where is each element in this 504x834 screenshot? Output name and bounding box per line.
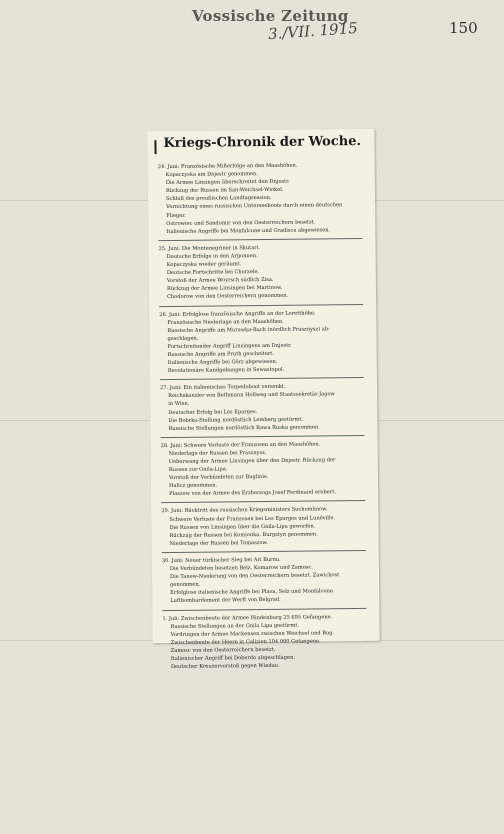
entry-line: Revolutionäre Kundgebungen in Sewastopol. (167, 366, 285, 375)
entry-line: Chodorow von den Oesterreichern genommen. (167, 293, 289, 301)
entry-line: Kopaczyska am Dnjestr genommen. (165, 171, 258, 179)
entry-line: Niederlage der Russen bei Prasznysz. (168, 449, 267, 457)
entry-line: Deutscher Erfolg bei Les Eparges. (168, 408, 258, 416)
entry-line: Die Verbündeten besetzen Belz, Komarow und Zamosc. (169, 564, 313, 573)
entry-line: in Wien. (168, 401, 190, 408)
entry-line: genommen. (170, 581, 201, 589)
title-marker (154, 140, 156, 154)
entry-line: geschlagen. (167, 335, 199, 342)
entry-divider (162, 607, 366, 610)
entry-line: Ueberwang der Armee Linsingen über den Dnjestr. Rückzug der (168, 457, 336, 465)
newspaper-masthead: Vossische Zeitung (192, 7, 349, 25)
chronicle-entry (158, 161, 371, 236)
entry-divider (161, 500, 365, 503)
newspaper-clipping (147, 129, 379, 671)
chronicle-entry (161, 505, 373, 548)
entry-line: Russische Stellungen nordöstlich Rawa Ruska genommen. (168, 424, 320, 432)
entry-line: Die Armee Linsingen überschreitet den Dnjestr. (165, 178, 290, 187)
entry-line: Rückzug der Russen bei Komionka. Burgstyn genommen. (169, 531, 318, 539)
entry-line: Deutsche Fortschritte bei Chorzele. (166, 269, 260, 277)
chronicle-entries (158, 161, 375, 675)
entry-line: Kopaczyska wieder geräumt. (166, 261, 242, 269)
handwritten-date: 3./VII. 1915 (267, 18, 359, 44)
entry-line: Russische Angriffe am Murawka-Bach (nördlich Prasznysz) ab- (167, 325, 330, 334)
entry-line: Luftbombardement der Werft von Belgrad. (170, 597, 281, 605)
entry-date-line: 26. Juni: Erfolglose französische Angriffe an der Loretthöhe. (159, 309, 316, 318)
entry-line: Russen zur Gnila-Lipa. (168, 466, 228, 474)
entry-date-line: 29. Juni: Rücktritt des russischen Kriegsministers Suchomlinow. (161, 506, 328, 515)
entry-line: Rückzug der Armee Linsingen bei Martinow. (166, 285, 283, 293)
entry-date-line: 28. Juni: Schwere Verluste der Franzosen an den Maashöhen. (160, 441, 321, 449)
entry-line: Zamosc von den Oesterreichern besetzt. (170, 646, 276, 654)
entry-divider (158, 238, 362, 241)
entry-date-line: 1. Juli: Zwischenbeute der Armee Hindenburg 25 695 Gefangene. (162, 613, 333, 622)
entry-line: Deutsche Erfolge in den Argonnen. (166, 252, 258, 260)
entry-line: Russische Stellungen an der Gnila Lipa gestürmt. (170, 622, 300, 630)
entry-divider (159, 303, 363, 306)
entry-date-line: 24. Juni: Französische Mißerfolge an den Maashöhen. (157, 162, 298, 171)
entry-line: Russische Angriffe am Pruth gescheitert. (167, 350, 274, 358)
entry-line: Fortschreitender Angriff Linsingens am Dnjestr. (167, 342, 292, 350)
entry-line: Die Tanew-Niederung von den Oesterreichern besetzt. Zawichost (169, 572, 340, 581)
entry-line: Vordringen der Armee Mackensen zwischen Weichsel und Bug. (170, 629, 335, 638)
entry-line: Italienische Angriffe bei Görz abgewiesen. (167, 358, 278, 367)
chronicle-entry (159, 243, 372, 302)
entry-line: Schluß des preußischen Landtagsession. (166, 195, 272, 203)
entry-line: Vernichtung eines russischen Unterseeboots durch einen deutschen (166, 202, 343, 211)
entry-line: Deutscher Kreuzervorstoß gegen Windau. (170, 662, 280, 671)
entry-line: Zwischenbeute der Heere in Galizien 194 000 Gefangene. (170, 638, 321, 646)
entry-divider (160, 377, 364, 380)
entry-line: Schwere Verluste der Franzosen bei Les Eparges und Lunéville. (169, 514, 336, 523)
entry-divider (161, 435, 365, 438)
entry-line: Plaszow von der Armee des Erzherzogs Josef Ferdinand erobert. (169, 489, 336, 498)
entry-date-line: 25. Juni: Die Montenegriner in Skutari. (158, 244, 260, 252)
entry-line: Italienische Angriffe bei Monfalcone und Gradisca abgewiesen. (166, 227, 331, 235)
entry-line: Die Bobrka-Stellung nordöstlich Lemberg gestürmt. (168, 416, 304, 424)
chronicle-entry (162, 555, 374, 606)
chronicle-entry (160, 382, 372, 433)
entry-line: Reichskanzler von Bethmann Hollweg und Staatssekretär Jagow (168, 391, 335, 400)
entry-date-line: 27. Juni: Ein italienisches Torpedoboot versenkt. (159, 384, 286, 392)
entry-line: Erfolglose italienische Angriffe bei Plava, Selz und Monfalcone. (170, 588, 335, 597)
entry-date-line: 30. Juni: Neuer türkischer Sieg bei Ari Burnu. (161, 556, 281, 565)
entry-line: Halicz genommen. (169, 482, 218, 490)
entry-line: Italienischer Angriff bei Doberdo abgeschlagen. (170, 654, 295, 662)
entry-divider (162, 550, 366, 553)
clipping-title: Kriegs-Chronik der Woche. (163, 133, 362, 152)
entry-line: Ostrowiec und Sandomir von den Oesterreichern besetzt. (166, 219, 316, 227)
entry-line: Flieger. (166, 212, 186, 219)
entry-line: Rückzug der Russen im San-Weichsel-Winkel. (165, 187, 284, 195)
chronicle-entry (162, 612, 375, 671)
entry-line: Französische Niederlage an den Maashöhen. (167, 318, 284, 326)
entry-line: Vorstoß der Armee Woyrsch südlich Zisa. (166, 277, 274, 285)
entry-line: Vorstoß der Verbündeten zur Buglinie. (168, 474, 269, 482)
entry-line: Die Russen von Linsingen über die Gnila-Lipa geworfen. (169, 523, 316, 531)
page-number: 150 (449, 19, 478, 37)
chronicle-entry (159, 308, 372, 375)
entry-line: Niederlage der Russen bei Tomaszow. (169, 539, 268, 547)
chronicle-entry (161, 440, 374, 499)
